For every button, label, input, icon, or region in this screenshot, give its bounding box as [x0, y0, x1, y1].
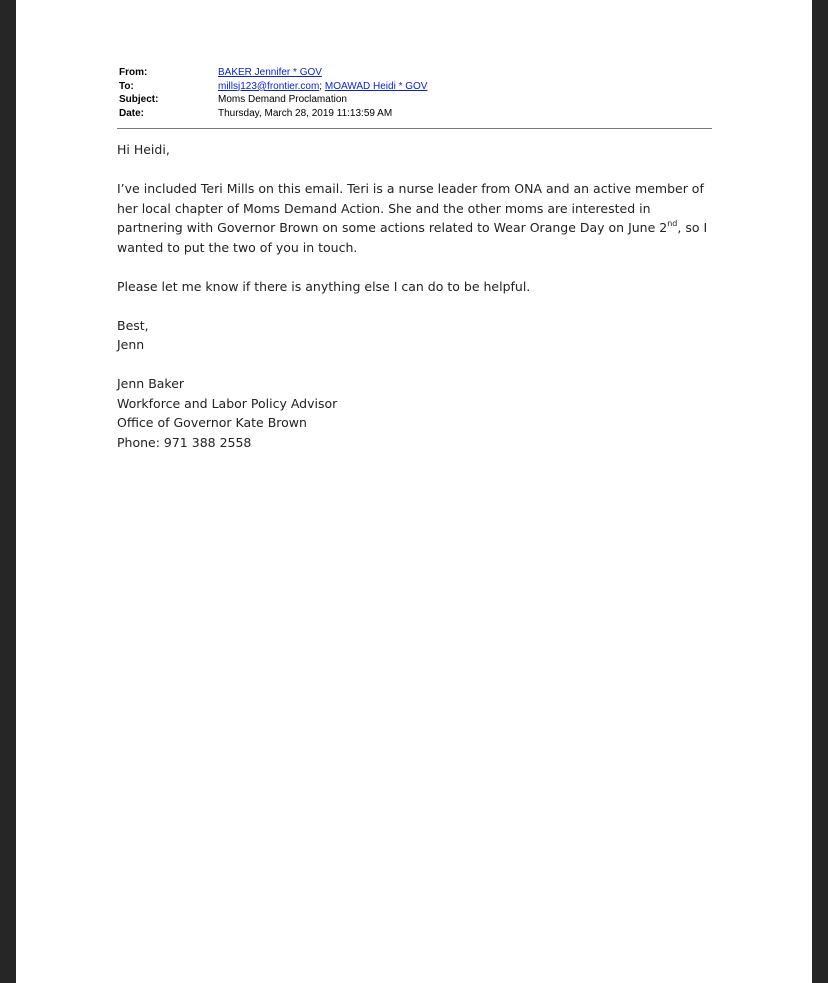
spacer: [117, 257, 717, 277]
to-separator: ;: [319, 80, 323, 92]
spacer: [117, 355, 717, 375]
signature-name: Jenn Baker: [117, 376, 185, 391]
to-recipient-link-1[interactable]: millsj123@frontier.com: [218, 80, 320, 92]
signature-title: Workforce and Labor Policy Advisor: [117, 395, 338, 411]
header-divider: [117, 128, 712, 129]
closing: Best,: [117, 317, 149, 333]
spacer: [117, 160, 717, 180]
to-label: To:: [119, 80, 134, 92]
to-value: [218, 80, 427, 94]
to-recipient-link-2[interactable]: MOAWAD Heidi * GOV: [324, 80, 428, 92]
body-paragraph-1: [117, 179, 717, 257]
email-header: [119, 66, 713, 121]
from-sender-link[interactable]: BAKER Jennifer * GOV: [218, 67, 322, 78]
to-row: [119, 80, 713, 94]
signature-phone: Phone: 971 388 2558: [117, 434, 252, 450]
from-label: From:: [119, 67, 148, 78]
signature-office: Office of Governor Kate Brown: [117, 415, 307, 430]
date-value: Thursday, March 28, 2019 11:13:59 AM: [218, 108, 393, 120]
from-row: [119, 66, 713, 80]
subject-label: Subject:: [119, 94, 159, 106]
date-label: Date:: [119, 108, 145, 120]
closing-name: Jenn: [117, 337, 145, 352]
email-body: [117, 140, 717, 452]
subject-row: [119, 93, 713, 107]
body-paragraph-1-text-end: , so I wanted to put the two of you in touch.: [117, 220, 708, 255]
document-page: [16, 0, 812, 983]
greeting: Hi Heidi,: [117, 142, 170, 157]
ordinal-superscript: nd: [667, 218, 678, 228]
from-value: [218, 66, 322, 80]
body-paragraph-1-text: I’ve included Teri Mills on this email. Teri is a nurse leader from ONA and an active member of her local chapter of Moms Demand Action. She and the other moms are interested in partnering with Governor Brown on some actions related to Wear Orange Day on June 2: [117, 181, 704, 235]
body-paragraph-2: Please let me know if there is anything else I can do to be helpful.: [117, 278, 531, 294]
subject-value: Moms Demand Proclamation: [218, 94, 347, 106]
spacer: [117, 296, 717, 316]
date-row: [119, 107, 713, 121]
